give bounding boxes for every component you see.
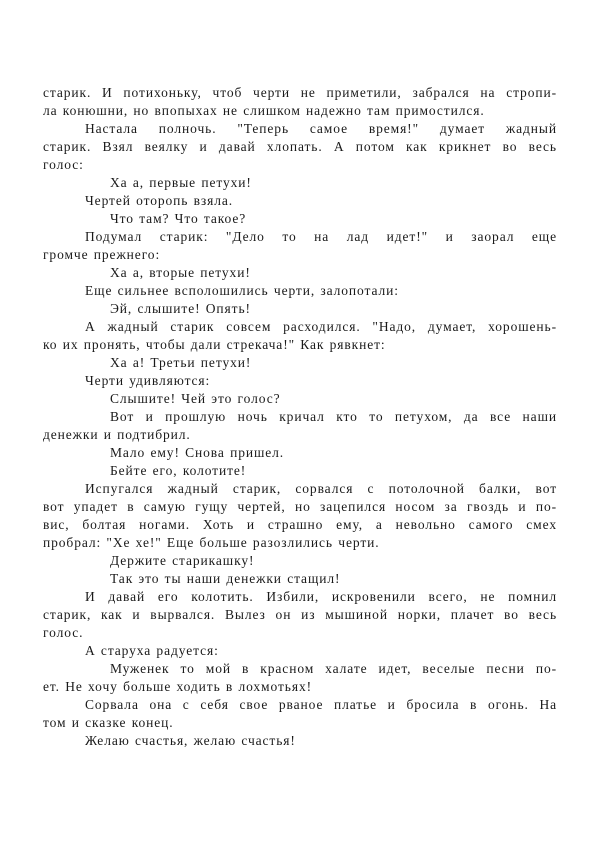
- text-line: ко их пронять, чтобы дали стрекача!" Как рявкнет:: [43, 337, 386, 352]
- text-line: Мало ему! Снова пришел.: [110, 445, 285, 460]
- text-line: Ха а, первые петухи!: [110, 175, 252, 190]
- document-page: [43, 84, 557, 750]
- text-line: Желаю счастья, желаю счастья!: [85, 733, 296, 748]
- text-line: Чертей оторопь взяла.: [85, 193, 234, 208]
- text-line: денежки и подтибрил.: [43, 427, 191, 442]
- text-line: Ха а, вторые петухи!: [110, 265, 251, 280]
- text-line: Еще сильнее всполошились черти, залопотали:: [85, 283, 399, 298]
- text-line: Подумал старик: "Дело то на лад идет!" и заорал еще: [85, 229, 557, 244]
- text-line: Настала полночь. "Теперь самое время!" думает жадный: [85, 121, 557, 136]
- text-line: вот упадет в самую гущу чертей, но зацепился носом за гвоздь и по-: [43, 499, 557, 514]
- text-line: И давай его колотить. Избили, искровенили всего, не помнил: [85, 589, 557, 604]
- text-line: Испугался жадный старик, сорвался с потолочной балки, вот: [85, 481, 557, 496]
- text-line: голос.: [43, 625, 84, 640]
- text-line: старик, как и вырвался. Вылез он из мышиной норки, плачет во весь: [43, 607, 557, 622]
- text-line: Муженек то мой в красном халате идет, веселые песни по-: [110, 661, 557, 676]
- text-line: Эй, слышите! Опять!: [110, 301, 251, 316]
- text-line: том и сказке конец.: [43, 715, 174, 730]
- text-line: Бейте его, колотите!: [110, 463, 247, 478]
- text-line: пробрал: "Хе хе!" Еще больше разозлились черти.: [43, 535, 380, 550]
- text-line: ет. Не хочу больше ходить в лохмотьях!: [43, 679, 312, 694]
- text-line: Черти удивляются:: [85, 373, 211, 388]
- text-line: Сорвала она с себя свое рваное платье и бросила в огонь. На: [85, 697, 557, 712]
- text-line: старик. И потихоньку, чтоб черти не приметили, забрался на стропи-: [43, 85, 557, 100]
- text-line: Слышите! Чей это голос?: [110, 391, 281, 406]
- text-line: Так это ты наши денежки стащил!: [110, 571, 341, 586]
- text-line: голос:: [43, 157, 84, 172]
- text-line: вис, болтая ногами. Хоть и страшно ему, а невольно самого смех: [43, 517, 557, 532]
- text-line: А старуха радуется:: [85, 643, 219, 658]
- text-line: громче прежнего:: [43, 247, 161, 262]
- text-line: старик. Взял веялку и давай хлопать. А потом как крикнет во весь: [43, 139, 557, 154]
- text-line: ла конюшни, но впопыхах не слишком надежно там примостился.: [43, 103, 485, 118]
- text-line: Ха а! Третьи петухи!: [110, 355, 252, 370]
- text-line: Держите старикашку!: [110, 553, 255, 568]
- text-line: А жадный старик совсем расходился. "Надо, думает, хорошень-: [85, 319, 557, 334]
- text-line: Что там? Что такое?: [110, 211, 247, 226]
- text-line: Вот и прошлую ночь кричал кто то петухом, да все наши: [110, 409, 557, 424]
